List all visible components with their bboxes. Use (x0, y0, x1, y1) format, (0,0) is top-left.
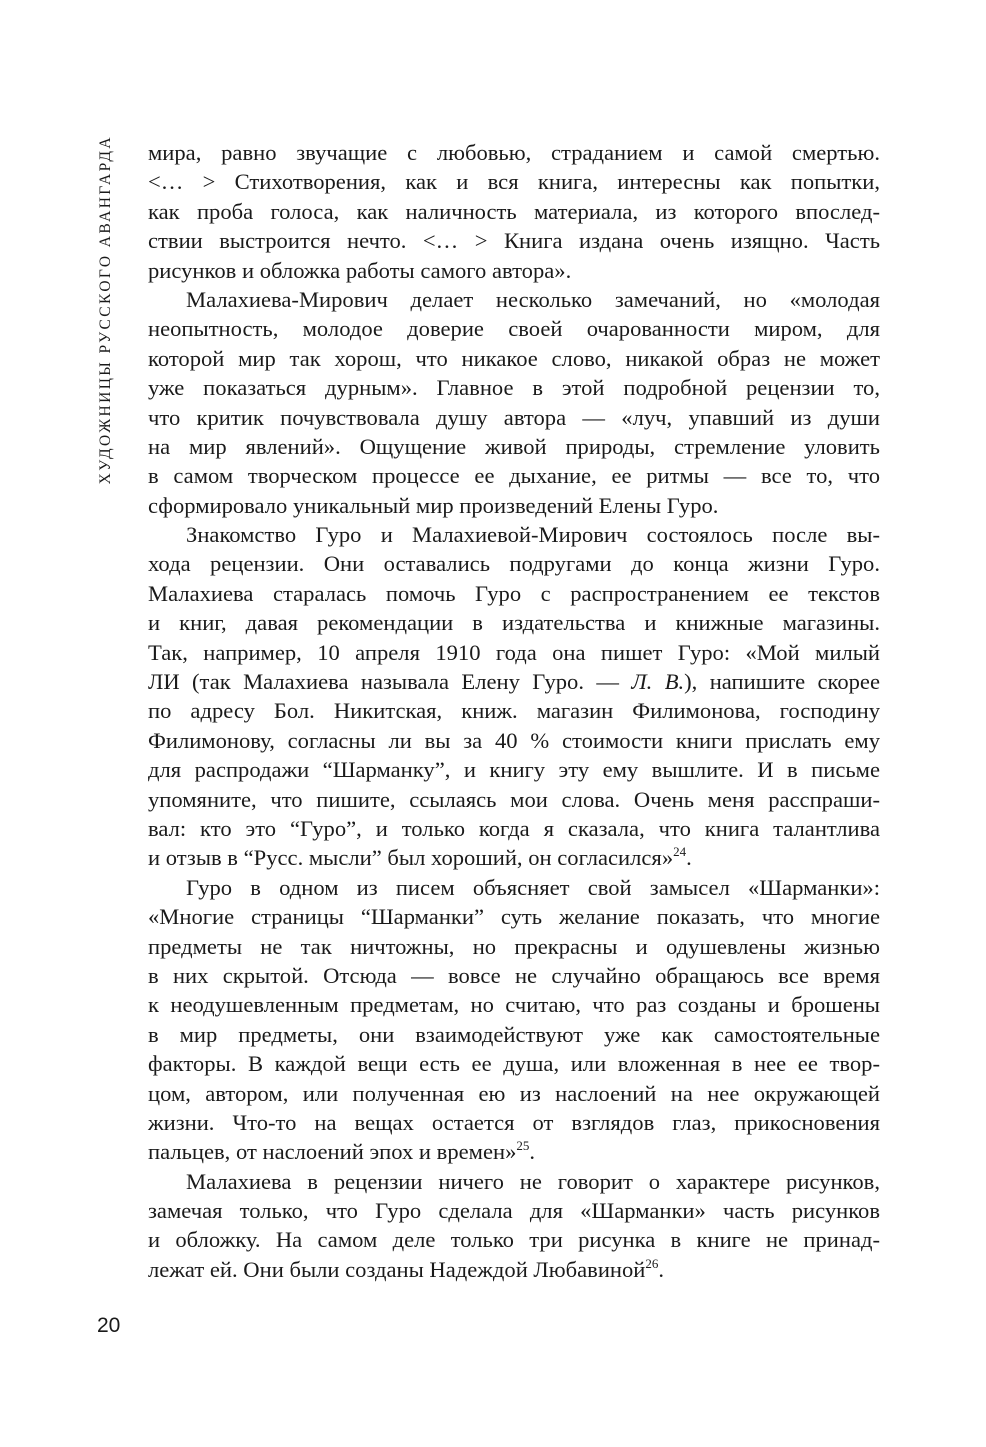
line-text: которой мир так хорош, что никакое слово, никакой образ не может (148, 345, 880, 371)
line-text: на мир явлений». Ощущение живой природы, стремление уловить (148, 433, 880, 459)
text-line (148, 432, 880, 461)
text-line (148, 1137, 880, 1166)
line-text: неопытность, молодое доверие своей очарованности миром, для (148, 316, 880, 342)
text-line (148, 197, 880, 226)
line-text: <… > Стихотворения, как и вся книга, интересны как попытки, (148, 169, 880, 195)
footnote-marker: 24 (673, 844, 687, 860)
page-number: 20 (97, 1314, 121, 1337)
line-text: цом, автором, или полученная ею из наслоений на нее окружающей (148, 1080, 880, 1106)
line-text: «Многие страницы “Шарманки” суть желание показать, что многие (148, 904, 880, 930)
line-text: факторы. В каждой вещи есть ее душа, или вложенная в нее ее твор- (148, 1051, 880, 1077)
text-line (148, 1020, 880, 1049)
text-line (148, 667, 880, 696)
line-text: Малахиева старалась помочь Гуро с распространением ее текстов (148, 580, 880, 606)
line-text: ЛИ (так Малахиева называла Елену Гуро. — (148, 669, 619, 695)
line-text: уже показаться дурным». Главное в этой подробной рецензии то, (148, 375, 880, 401)
footnote-marker: 26 (645, 1255, 659, 1271)
line-text: замечая только, что Гуро сделала для «Шарманки» часть рисунков (148, 1198, 880, 1224)
line-text: ствии выстроится нечто. <… > Книга издана очень изящно. Часть (148, 228, 880, 254)
line-text: лежат ей. Они были созданы Надеждой Любавиной (148, 1256, 646, 1282)
line-text: и отзыв в “Русс. мысли” был хороший, он согласился» (148, 845, 674, 871)
text-line (148, 549, 880, 578)
line-text: пальцев, от наслоений эпох и времен» (148, 1139, 517, 1165)
text-line (148, 256, 880, 285)
text-line (148, 1167, 880, 1196)
text-line (148, 344, 880, 373)
line-text: сформировало уникальный мир произведений Елены Гуро. (148, 492, 719, 518)
text-line (148, 902, 880, 931)
text-line (148, 961, 880, 990)
text-line (148, 520, 880, 549)
line-text: мира, равно звучащие с любовью, страданием и самой смертью. (148, 140, 880, 165)
line-text: Гуро в одном из писем объясняет свой замысел «Шарманки»: (186, 874, 880, 900)
line-italic: Л. В. (631, 669, 685, 695)
text-line (148, 726, 880, 755)
line-text: в мир предметы, они взаимодействуют уже как самостоятельные (148, 1021, 880, 1047)
line-text: предметы не так ничтожны, но прекрасны и одушевлены жизнью (148, 933, 880, 959)
text-line (148, 226, 880, 255)
line-text: Знакомство Гуро и Малахиевой-Мирович состоялось после вы- (186, 522, 880, 548)
text-line (148, 873, 880, 902)
line-text: по адресу Бол. Никитская, книж. магазин Филимонова, господину (148, 698, 880, 724)
text-line (148, 285, 880, 314)
text-line (148, 403, 880, 432)
text-line (148, 932, 880, 961)
text-line (148, 373, 880, 402)
line-text: в них скрытой. Отсюда — вовсе не случайно обращаюсь все время (148, 962, 880, 988)
text-line (148, 1049, 880, 1078)
line-text: Малахиева-Мирович делает несколько замечаний, но «молодая (186, 286, 880, 312)
text-line (148, 138, 880, 167)
line-text: что критик почувствовала душу автора — «луч, упавший из души (148, 404, 880, 430)
text-line (148, 1255, 880, 1284)
text-line (148, 1108, 880, 1137)
line-text: в самом творческом процессе ее дыхание, ее ритмы — все то, что (148, 463, 880, 489)
line-text: как проба голоса, как наличность материала, из которого впослед- (148, 198, 880, 224)
text-line (148, 608, 880, 637)
text-line (148, 1079, 880, 1108)
line-text: Так, например, 10 апреля 1910 года она пишет Гуро: «Мой милый (148, 639, 880, 665)
line-text: и обложку. На самом деле только три рисунка в книге не принад- (148, 1227, 880, 1253)
line-text: Филимонову, согласны ли вы за 40 % стоимости книги прислать ему (148, 727, 880, 753)
line-text: Малахиева в рецензии ничего не говорит о характере рисунков, (186, 1168, 880, 1194)
line-text: упомяните, что пишите, ссылаясь мои слова. Очень меня расспраши- (148, 786, 880, 812)
text-line (148, 814, 880, 843)
text-line (148, 785, 880, 814)
text-line (148, 491, 880, 520)
text-line (148, 696, 880, 725)
line-tail: . (686, 845, 692, 871)
footnote-marker: 25 (516, 1138, 530, 1154)
line-tail: . (529, 1139, 536, 1165)
text-line (148, 314, 880, 343)
body-text (148, 138, 880, 1284)
line-text: и книг, давая рекомендации в издательства и книжные магазины. (148, 610, 880, 636)
running-head (86, 135, 126, 515)
text-line (148, 638, 880, 667)
line-text: вал: кто это “Гуро”, и только когда я сказала, что книга талантлива (148, 815, 880, 841)
text-line (148, 843, 880, 872)
text-line (148, 461, 880, 490)
line-text: жизни. Что-то на вещах остается от взглядов глаз, прикосновения (148, 1109, 880, 1135)
line-tail: ), напишите скорее (684, 669, 880, 695)
line-tail: . (658, 1256, 665, 1282)
text-line (148, 1196, 880, 1225)
running-head-text: ХУДОЖНИЦЫ РУССКОГО АВАНГАРДА (97, 135, 114, 485)
text-line (148, 167, 880, 196)
text-line (148, 755, 880, 784)
text-line (148, 579, 880, 608)
line-text: для распродажи “Шарманку”, и книгу эту ему вышлите. И в письме (148, 757, 880, 783)
line-text: к неодушевленным предметам, но считаю, что раз созданы и брошены (148, 992, 880, 1018)
text-line (148, 1225, 880, 1254)
line-text: рисунков и обложка работы самого автора». (148, 257, 572, 283)
text-line (148, 990, 880, 1019)
line-text: хода рецензии. Они оставались подругами до конца жизни Гуро. (148, 551, 880, 577)
